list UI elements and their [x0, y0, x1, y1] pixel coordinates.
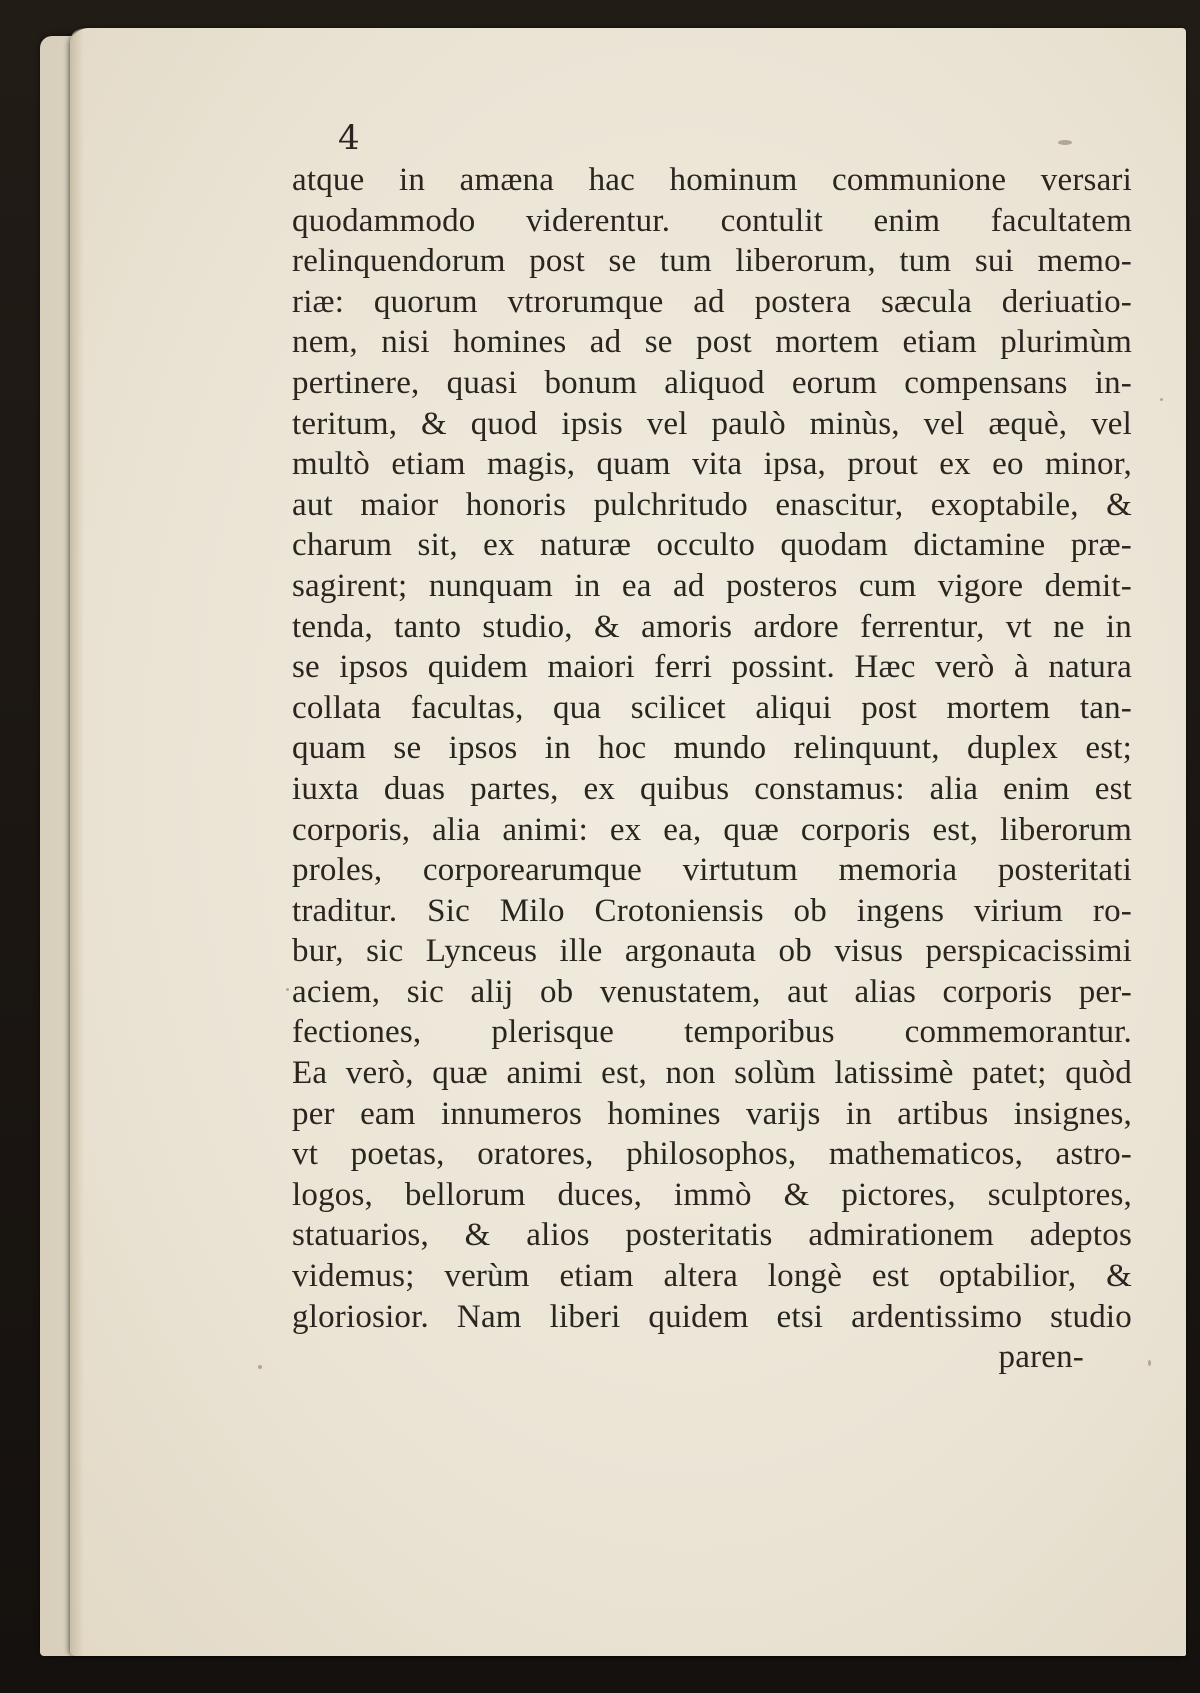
page-gutter-shadow	[70, 28, 84, 1656]
text-line: statuarios, & alios posteritatis admirationem adeptos	[292, 1217, 1132, 1254]
text-line: corporis, alia animi: ex ea, quæ corporis est, liberorum	[292, 811, 1132, 848]
paper-speck	[258, 1365, 262, 1369]
text-line: quodammodo viderentur. contulit enim facultatem	[292, 202, 1132, 239]
text-line: aut maior honoris pulchritudo enascitur, exoptabile, &	[292, 486, 1132, 523]
text-line: pertinere, quasi bonum aliquod eorum compensans in-	[292, 364, 1132, 401]
text-line: iuxta duas partes, ex quibus constamus: alia enim est	[292, 770, 1132, 807]
text-line: charum sit, ex naturæ occulto quodam dictamine præ-	[292, 527, 1132, 564]
text-line: nem, nisi homines ad se post mortem etiam plurimùm	[292, 324, 1132, 361]
text-line: sagirent; nunquam in ea ad posteros cum vigore demit-	[292, 567, 1132, 604]
text-line: collata facultas, qua scilicet aliqui post mortem tan-	[292, 689, 1132, 726]
text-line: logos, bellorum duces, immò & pictores, sculptores,	[292, 1176, 1132, 1213]
page-number: 4	[338, 118, 360, 158]
text-line: traditur. Sic Milo Crotoniensis ob ingens virium ro-	[292, 892, 1132, 929]
text-line: aciem, sic alij ob venustatem, aut alias corporis per-	[292, 973, 1132, 1010]
paper-speck	[286, 988, 289, 991]
text-line: teritum, & quod ipsis vel paulò minùs, vel æquè, vel	[292, 405, 1132, 442]
text-line: gloriosior. Nam liberi quidem etsi ardentissimo studio	[292, 1298, 1132, 1335]
paper-speck	[1148, 1360, 1151, 1366]
text-line: bur, sic Lynceus ille argonauta ob visus perspicacissimi	[292, 933, 1132, 970]
text-line: vt poetas, oratores, philosophos, mathematicos, astro-	[292, 1136, 1132, 1173]
text-line: per eam innumeros homines varijs in artibus insignes,	[292, 1095, 1132, 1132]
text-line: relinquendorum post se tum liberorum, tum sui memo-	[292, 243, 1132, 280]
text-line: proles, corporearumque virtutum memoria posteritati	[292, 852, 1132, 889]
body-text	[292, 160, 1132, 1378]
text-line: Ea verò, quæ animi est, non solùm latissimè patet; quòd	[292, 1055, 1132, 1092]
text-line: tenda, tanto studio, & amoris ardore ferrentur, vt ne in	[292, 608, 1132, 645]
text-line: quam se ipsos in hoc mundo relinquunt, duplex est;	[292, 730, 1132, 767]
paper-speck	[1058, 140, 1072, 145]
catchword: paren-	[998, 1339, 1084, 1376]
text-line: se ipsos quidem maiori ferri possint. Hæc verò à natura	[292, 649, 1132, 686]
text-line: videmus; verùm etiam altera longè est optabilior, &	[292, 1258, 1132, 1295]
text-line: riæ: quorum vtrorumque ad postera sæcula deriuatio-	[292, 283, 1132, 320]
text-line: atque in amæna hac hominum communione versari	[292, 162, 1132, 198]
text-line: multò etiam magis, quam vita ipsa, prout ex eo minor,	[292, 446, 1132, 483]
text-line: fectiones, plerisque temporibus commemorantur.	[292, 1014, 1132, 1051]
paper-speck	[1160, 398, 1163, 401]
